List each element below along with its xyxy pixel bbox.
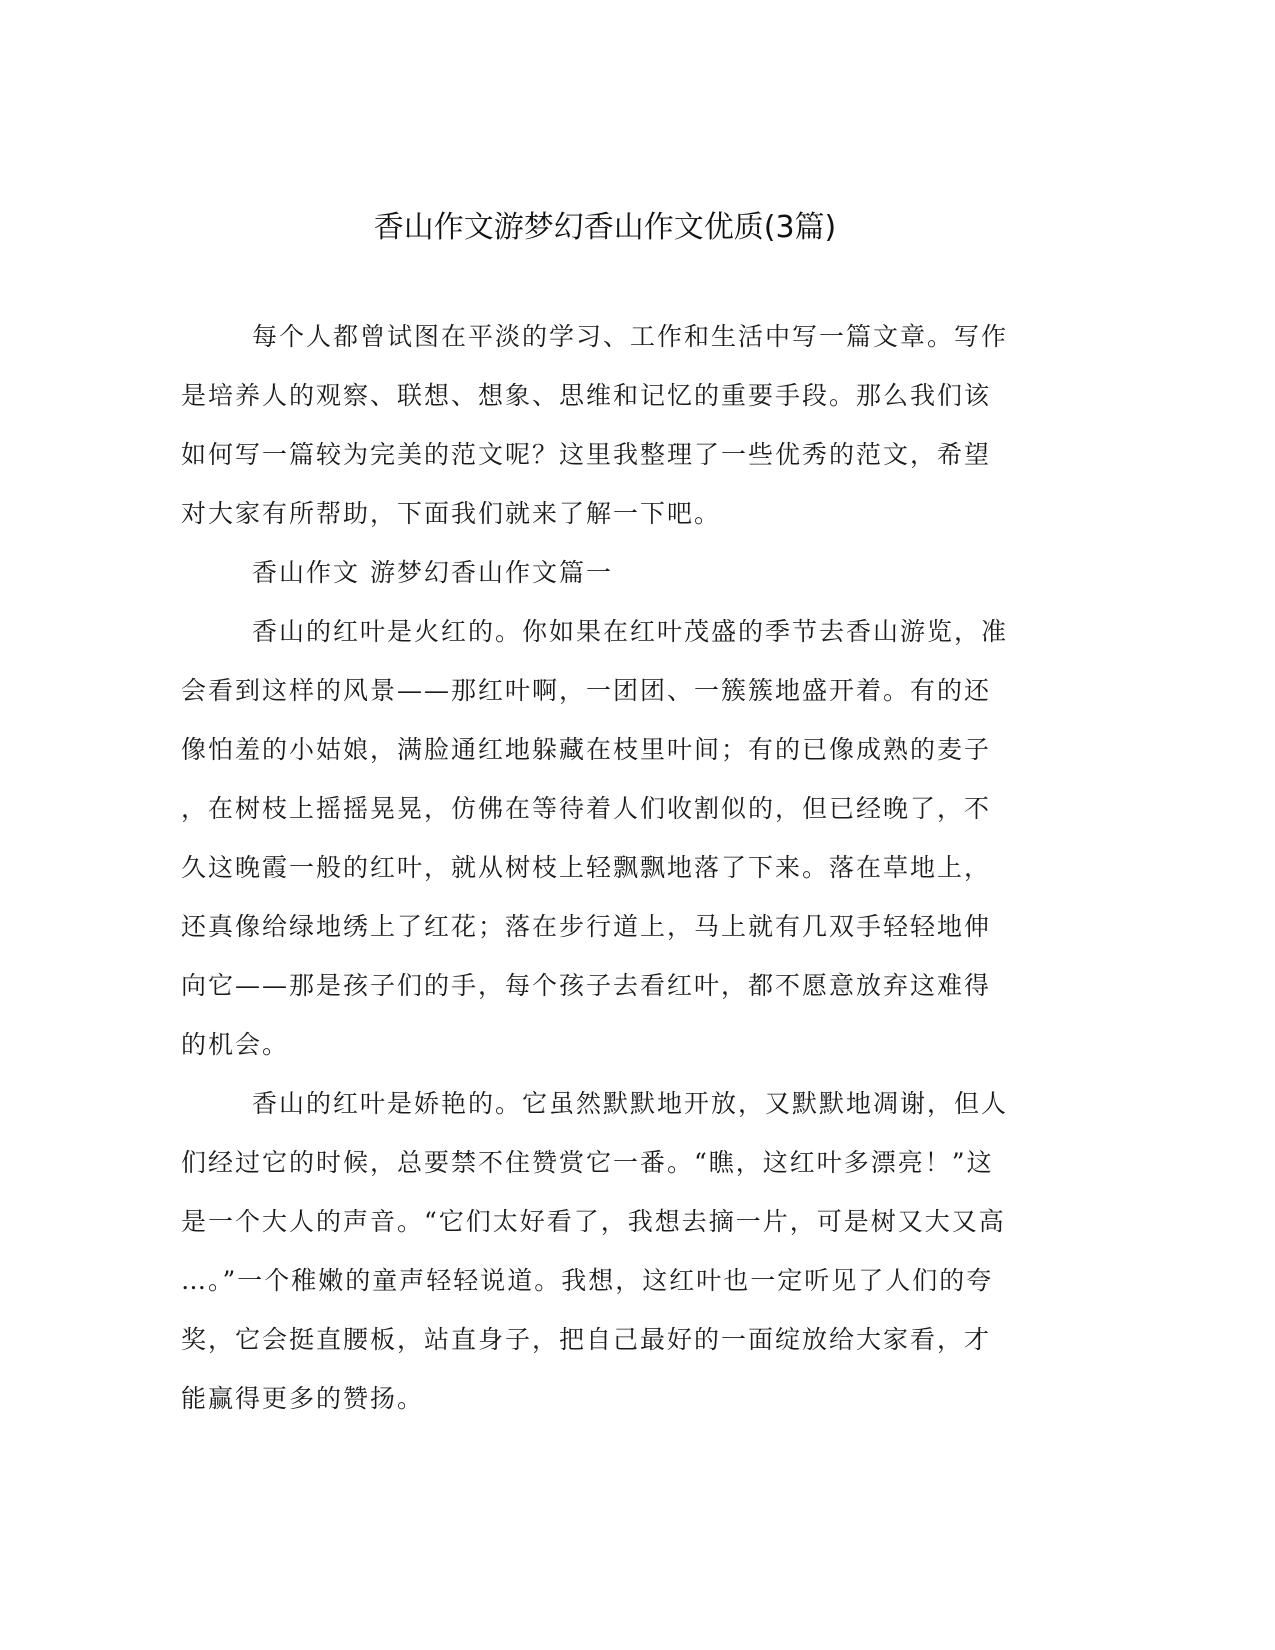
body-line: 香山的红叶是火红的。你如果在红叶茂盛的季节去香山游览，准	[252, 617, 1009, 646]
body-line: ，在树枝上摇摇晃晃，仿佛在等待着人们收割似的，但已经晚了，不	[181, 794, 992, 823]
body-line: 的机会。	[181, 1030, 290, 1059]
body-line: 如何写一篇较为完美的范文呢？这里我整理了一些优秀的范文，希望	[181, 440, 992, 469]
body-line: 能赢得更多的赞扬。	[181, 1384, 425, 1413]
body-line: 每个人都曾试图在平淡的学习、工作和生活中写一篇文章。写作	[252, 322, 1009, 351]
section-heading: 香山作文 游梦幻香山作文篇一	[252, 558, 613, 587]
body-line: 会看到这样的风景——那红叶啊，一团团、一簇簇地盛开着。有的还	[181, 676, 992, 705]
body-line: 香山的红叶是娇艳的。它虽然默默地开放，又默默地凋谢，但人	[252, 1089, 1009, 1118]
body-line: …。”一个稚嫩的童声轻轻说道。我想，这红叶也一定听见了人们的夸	[181, 1266, 994, 1295]
body-line: 久这晚霞一般的红叶，就从树枝上轻飘飘地落了下来。落在草地上，	[181, 853, 992, 882]
body-line: 奖，它会挺直腰板，站直身子，把自己最好的一面绽放给大家看，才	[181, 1325, 992, 1354]
body-line: 是培养人的观察、联想、想象、思维和记忆的重要手段。那么我们该	[181, 381, 992, 410]
body-line: 是一个大人的声音。“它们太好看了，我想去摘一片，可是树又大又高	[181, 1207, 1006, 1236]
document-title: 香山作文游梦幻香山作文优质(3篇)	[373, 210, 837, 245]
body-line: 向它——那是孩子们的手，每个孩子去看红叶，都不愿意放弃这难得	[181, 971, 992, 1000]
body-line: 们经过它的时候，总要禁不住赞赏它一番。“瞧，这红叶多漂亮！”这	[181, 1148, 994, 1177]
body-line: 对大家有所帮助，下面我们就来了解一下吧。	[181, 499, 722, 528]
body-line: 还真像给绿地绣上了红花；落在步行道上，马上就有几双手轻轻地伸	[181, 912, 992, 941]
body-line: 像怕羞的小姑娘，满脸通红地躲藏在枝里叶间；有的已像成熟的麦子	[181, 735, 992, 764]
